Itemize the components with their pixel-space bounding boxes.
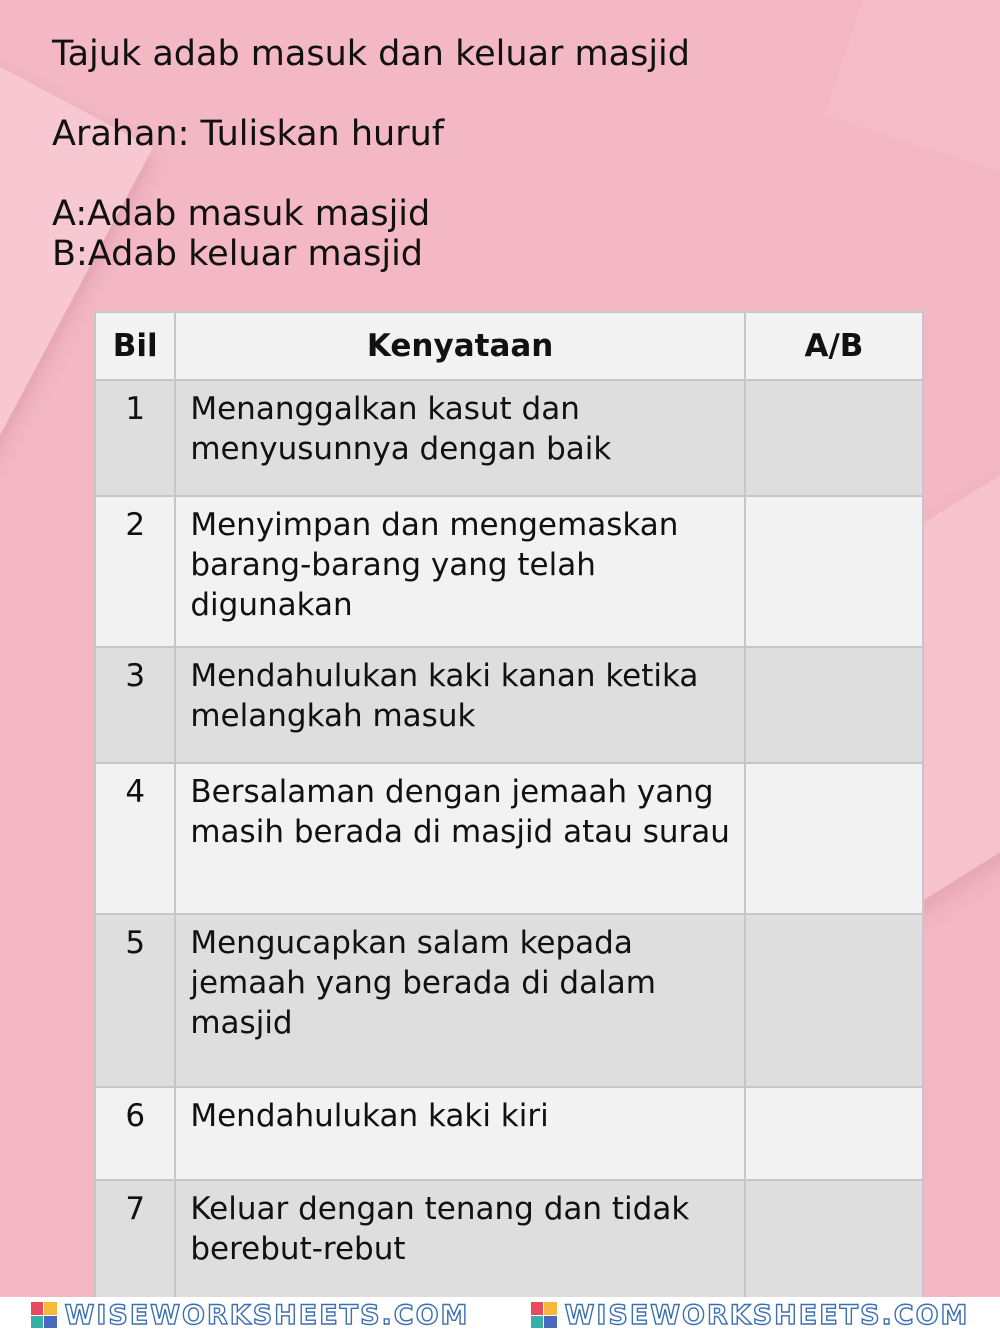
worksheet-logo-icon — [531, 1302, 557, 1328]
instruction-text: Arahan: Tuliskan huruf — [52, 114, 445, 154]
column-header-kenyataan: Kenyataan — [175, 312, 745, 380]
statement-cell — [175, 763, 745, 914]
statement-line: Mendahulukan kaki kanan ketika — [190, 658, 699, 694]
column-header-answer: A/B — [745, 312, 923, 380]
paper-decoration-top — [825, 0, 1000, 195]
option-b-text: B:Adab keluar masjid — [52, 234, 424, 274]
statement-cell — [175, 647, 745, 763]
answer-cell[interactable] — [745, 647, 923, 763]
table-row — [95, 1087, 923, 1180]
watermark-text: WISEWORKSHEETS.COM — [564, 1299, 970, 1331]
statement-line: Menyimpan dan mengemaskan — [190, 507, 679, 543]
statement-line: masih berada di masjid atau surau — [190, 814, 730, 850]
answer-cell[interactable] — [745, 1087, 923, 1180]
row-number: 4 — [95, 763, 175, 914]
table-row — [95, 380, 923, 496]
row-number: 7 — [95, 1180, 175, 1320]
statement-line: menyusunnya dengan baik — [190, 431, 612, 467]
row-number: 5 — [95, 914, 175, 1087]
option-a-text: A:Adab masuk masjid — [52, 194, 431, 234]
row-number: 6 — [95, 1087, 175, 1180]
watermark-footer — [0, 1297, 1000, 1333]
answer-cell[interactable] — [745, 914, 923, 1087]
worksheet-header — [52, 34, 690, 274]
table-row — [95, 914, 923, 1087]
answer-cell[interactable] — [745, 380, 923, 496]
answer-cell[interactable] — [745, 496, 923, 647]
statement-line: berebut-rebut — [190, 1231, 406, 1267]
watermark-text: WISEWORKSHEETS.COM — [64, 1299, 470, 1331]
column-header-bil: Bil — [95, 312, 175, 380]
statement-line: Mengucapkan salam kepada — [190, 925, 633, 961]
statement-line: Mendahulukan kaki kiri — [190, 1098, 549, 1134]
statement-line: masjid — [190, 1005, 293, 1041]
worksheet-logo-icon — [31, 1302, 57, 1328]
row-number: 1 — [95, 380, 175, 496]
row-number: 3 — [95, 647, 175, 763]
statement-cell — [175, 496, 745, 647]
watermark-brand-repeat — [531, 1300, 970, 1331]
table-header-row — [95, 312, 923, 380]
watermark-brand — [31, 1300, 470, 1331]
statement-line: melangkah masuk — [190, 698, 476, 734]
statement-cell — [175, 380, 745, 496]
table-row — [95, 496, 923, 647]
statement-cell — [175, 914, 745, 1087]
statement-line: Bersalaman dengan jemaah yang — [190, 774, 714, 810]
statement-line: digunakan — [190, 587, 353, 623]
statement-table — [94, 311, 924, 1321]
table-row — [95, 763, 923, 914]
table-row — [95, 647, 923, 763]
answer-cell[interactable] — [745, 763, 923, 914]
statement-line: barang-barang yang telah — [190, 547, 596, 583]
worksheet-title: Tajuk adab masuk dan keluar masjid — [52, 34, 690, 74]
row-number: 2 — [95, 496, 175, 647]
statement-line: jemaah yang berada di dalam — [190, 965, 656, 1001]
statement-line: Menanggalkan kasut dan — [190, 391, 580, 427]
statement-line: Keluar dengan tenang dan tidak — [190, 1191, 690, 1227]
statement-cell — [175, 1087, 745, 1180]
